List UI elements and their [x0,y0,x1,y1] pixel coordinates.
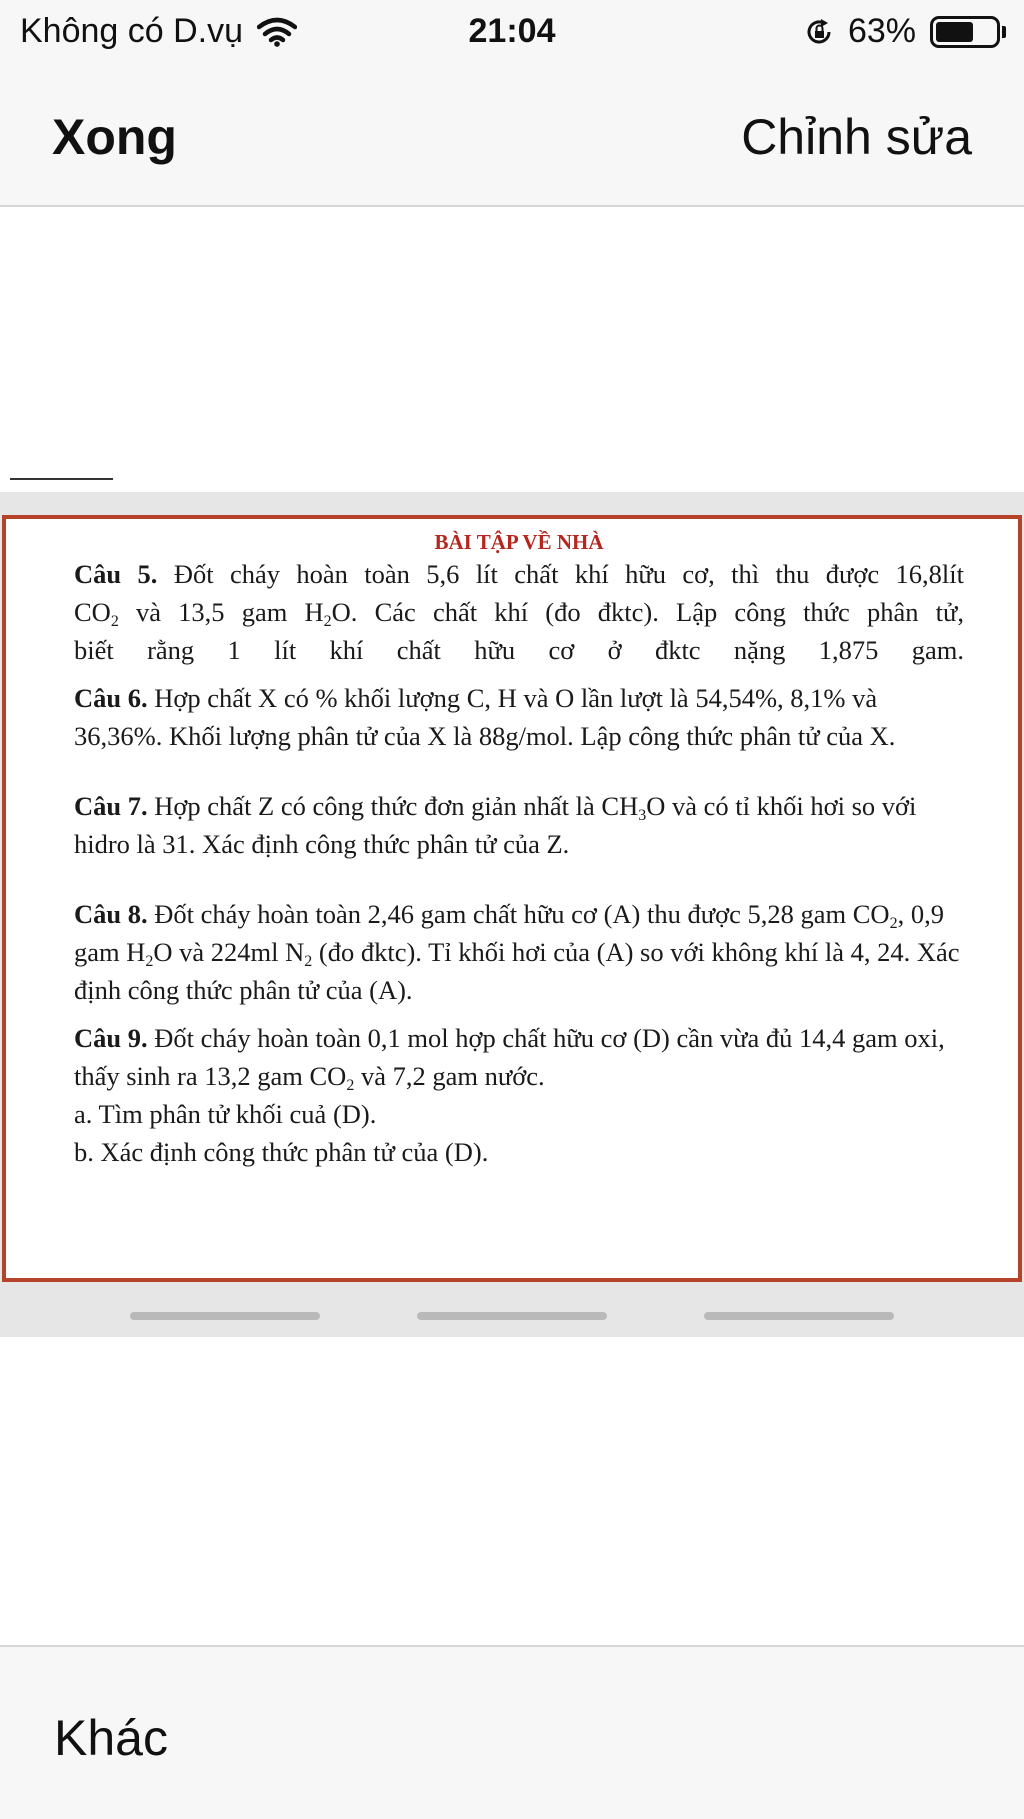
nav-bar [0,70,1024,207]
q5-label: Câu 5. [74,559,158,589]
rotation-lock-icon [804,17,834,47]
homework-text [74,529,964,1171]
status-right [804,12,1006,51]
edit-button[interactable]: Chỉnh sửa [741,109,972,165]
battery-icon [930,16,1006,48]
q7-label: Câu 7. [74,791,148,821]
page-indicator-1[interactable] [130,1312,320,1320]
done-button[interactable]: Xong [52,109,177,165]
q6-label: Câu 6. [74,683,148,713]
carrier-text: Không có D.vụ [20,12,244,50]
divider-line [10,478,113,480]
battery-fill [936,22,973,42]
homework-title: BÀI TẬP VỀ NHÀ [434,530,604,554]
battery-percent: 63% [847,12,916,50]
question-6: Câu 6. Hợp chất X có % khối lượng C, H và O lần lượt là 54,54%, 8,1% và 36,36%. Khối lượng phân tử của X là 88g/mol. Lập công thức phân tử của X. [74,683,896,751]
question-9: Câu 9. Đốt cháy hoàn toàn 0,1 mol hợp chất hữu cơ (D) cần vừa đủ 14,4 gam oxi, thấy sinh ra 13,2 gam $CO_2$ và 7,2 gam nước. [74,1023,945,1094]
question-5: Câu 5. Đốt cháy hoàn toàn 5,6 lít chất khí hữu cơ, thì thu được 16,8lít [74,559,965,589]
page-indicator-3[interactable] [704,1312,894,1320]
bottom-bar [0,1645,1024,1819]
q8-label: Câu 8. [74,899,148,929]
question-5-line2: $CO_2$ và 13,5 gam $H_2O$. Các chất khí (đo đktc). Lập công thức phân tử, [74,597,965,630]
more-button[interactable]: Khác [54,1710,168,1766]
q9-label: Câu 9. [74,1023,148,1053]
question-9-part-b: b. Xác định công thức phân tử của (D). [74,1137,489,1167]
page-indicator-2[interactable] [417,1312,607,1320]
question-5-line3: biết rằng 1 lít khí chất hữu cơ ở đktc nặng 1,875 gam. [74,635,964,665]
status-bar [0,0,1024,70]
question-7: Câu 7. Hợp chất Z có công thức đơn giản nhất là $CH_3O$ và có tỉ khối hơi so với hidro là 31. Xác định công thức phân tử của Z. [74,791,917,859]
question-8: Câu 8. Đốt cháy hoàn toàn 2,46 gam chất hữu cơ (A) thu được 5,28 gam $CO_2$, 0,9 gam $H_2O$ và 224ml $N_2$ (đo đktc). Tỉ khối hơi của (A) so với không khí là 4, 24. Xác định công thức phân tử của (A). [74,899,960,1005]
question-9-part-a: a. Tìm phân tử khối cuả (D). [74,1099,377,1129]
homework-image[interactable] [2,515,1022,1282]
clock: 21:04 [468,12,556,50]
